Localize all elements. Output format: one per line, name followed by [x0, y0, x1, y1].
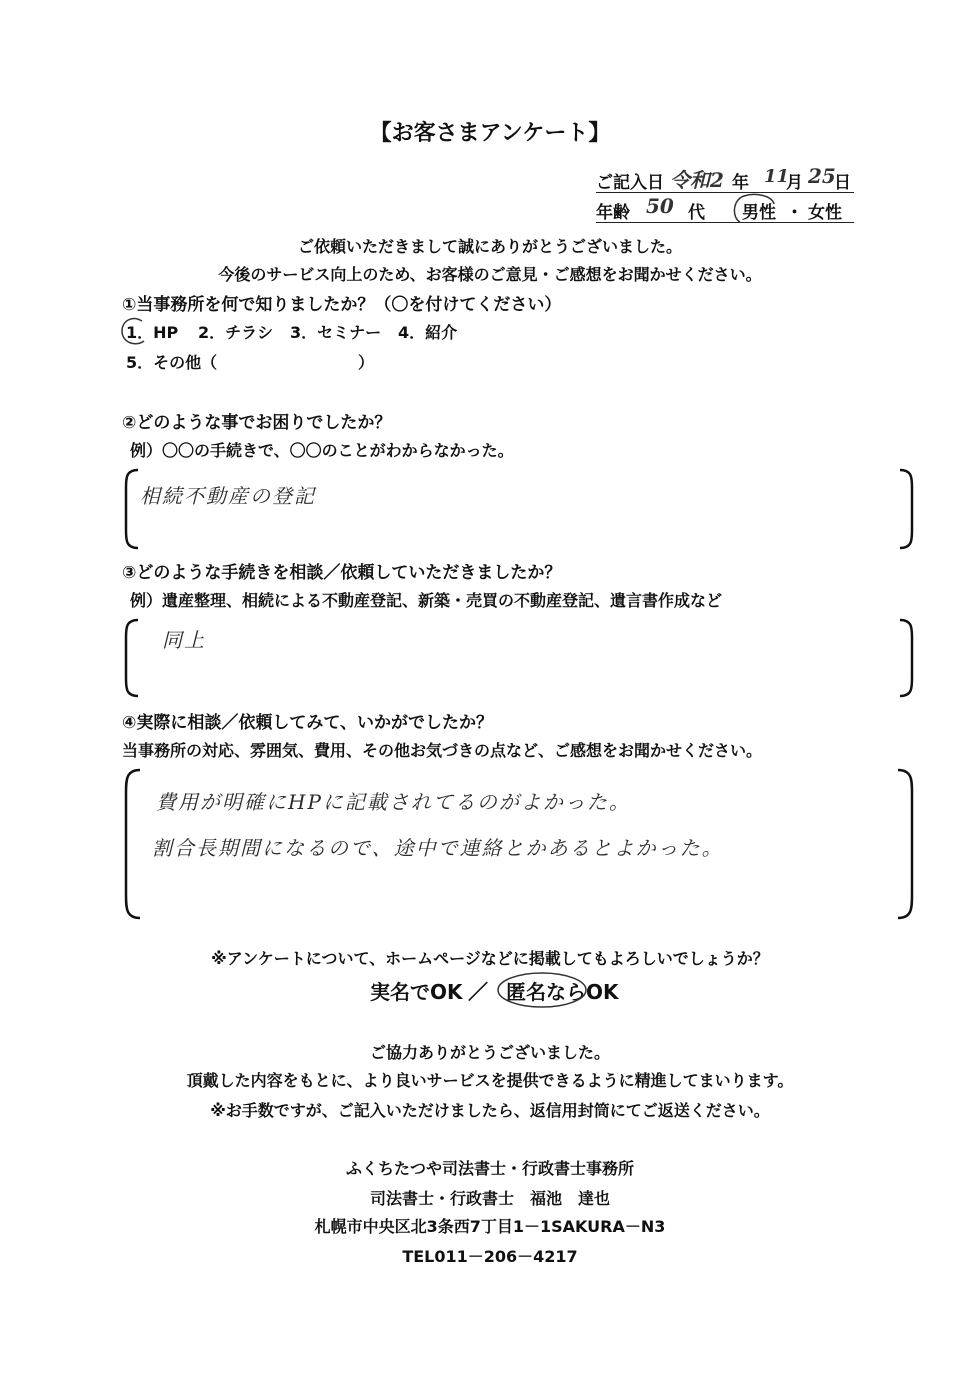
- q4-answer-bracket-right: [894, 768, 916, 920]
- q2-answer-bracket-left: [122, 468, 142, 550]
- gender-female: 女性: [808, 203, 842, 223]
- date-row: [596, 164, 854, 194]
- month-value: 11: [764, 166, 790, 187]
- male-circle-mark: [730, 192, 780, 226]
- closing-line-1: ご協力ありがとうございました。: [369, 1043, 610, 1062]
- q3-answer-bracket-left: [122, 618, 142, 698]
- age-value: 50: [646, 194, 674, 218]
- era-value: 令和2: [670, 168, 724, 192]
- publish-question: ※アンケートについて、ホームページなどに掲載してもよろしいでしょうか？: [211, 949, 769, 968]
- publish-slash: ／: [468, 980, 488, 1004]
- day-label: 日: [834, 173, 851, 193]
- page-title: 【お客さまアンケート】: [369, 121, 611, 146]
- q2-example: 例）〇〇の手続きで、〇〇のことがわからなかった。: [130, 441, 514, 460]
- hp-circle-mark: [118, 315, 152, 349]
- year-label: 年: [732, 173, 749, 193]
- q1-option-other-row: [126, 350, 386, 374]
- q4-answer-line-2: 割合長期間になるので、途中で連絡とかあるとよかった。: [152, 836, 724, 860]
- q2-question: ②どのような事でお困りでしたか？: [122, 413, 392, 433]
- q4-prompt: 当事務所の対応、雰囲気、費用、その他お気づきの点など、ご感想をお聞かせください。: [122, 741, 763, 760]
- q3-answer: 同上: [162, 628, 206, 652]
- q1-options-row: [122, 320, 522, 346]
- q4-answer-line-1: 費用が明確にHPに記載されてるのがよかった。: [156, 790, 631, 814]
- anonymous-circle-mark: [496, 970, 592, 1010]
- q3-question: ③どのような手続きを相談／依頼していただきましたか？: [122, 563, 562, 583]
- gender-separator: ・: [786, 203, 803, 223]
- intro-line-2: 今後のサービス向上のため、お客様のご意見・ご感想をお聞かせください。: [218, 265, 762, 284]
- age-unit: 代: [688, 203, 705, 223]
- date-label: ご記入日: [596, 173, 664, 193]
- q3-example: 例）遺産整理、相続による不動産登記、新築・売買の不動産登記、遺言書作成など: [130, 591, 723, 610]
- q1-option-other-close: ）: [358, 353, 375, 372]
- q1-option-referral: 4．紹介: [398, 323, 458, 342]
- office-name: ふくちたつや司法書士・行政書士事務所: [345, 1159, 634, 1178]
- q2-answer: 相続不動産の登記: [140, 484, 316, 508]
- publish-options-row: [0, 976, 980, 1008]
- q4-answer-bracket-left: [122, 768, 144, 920]
- q1-option-flyer: 2．チラシ: [198, 323, 274, 342]
- gender-male: 男性: [742, 203, 776, 223]
- publish-option-anonymous: 匿名ならOK: [506, 980, 619, 1004]
- q2-answer-bracket-right: [896, 468, 916, 550]
- month-label: 月: [786, 173, 803, 193]
- closing-line-2: 頂戴した内容をもとに、より良いサービスを提供できるように精進してまいります。: [186, 1071, 794, 1090]
- closing-line-3: ※お手数ですが、ご記入いただけましたら、返信用封筒にてご返送ください。: [210, 1101, 770, 1120]
- publish-option-real-name: 実名でOK: [370, 980, 463, 1004]
- q1-option-seminar: 3．セミナー: [290, 323, 382, 342]
- q1-question: ①当事務所を何で知りましたか？（〇を付けてください）: [122, 295, 562, 315]
- age-row: [596, 194, 854, 224]
- office-address: 札幌市中央区北3条西7丁目1－1SAKURA－N3: [314, 1217, 666, 1236]
- q3-answer-bracket-right: [896, 618, 916, 698]
- day-value: 25: [808, 164, 836, 188]
- q1-option-hp: 1．HP: [126, 323, 179, 342]
- office-person: 司法書士・行政書士 福池 達也: [369, 1189, 610, 1208]
- age-label: 年齢: [596, 203, 630, 223]
- intro-line-1: ご依頼いただきまして誠にありがとうございました。: [297, 237, 682, 256]
- office-tel: TEL011－206－4217: [402, 1247, 578, 1266]
- q1-option-other: 5．その他（: [126, 353, 218, 372]
- q4-question: ④実際に相談／依頼してみて、いかがでしたか？: [122, 713, 494, 733]
